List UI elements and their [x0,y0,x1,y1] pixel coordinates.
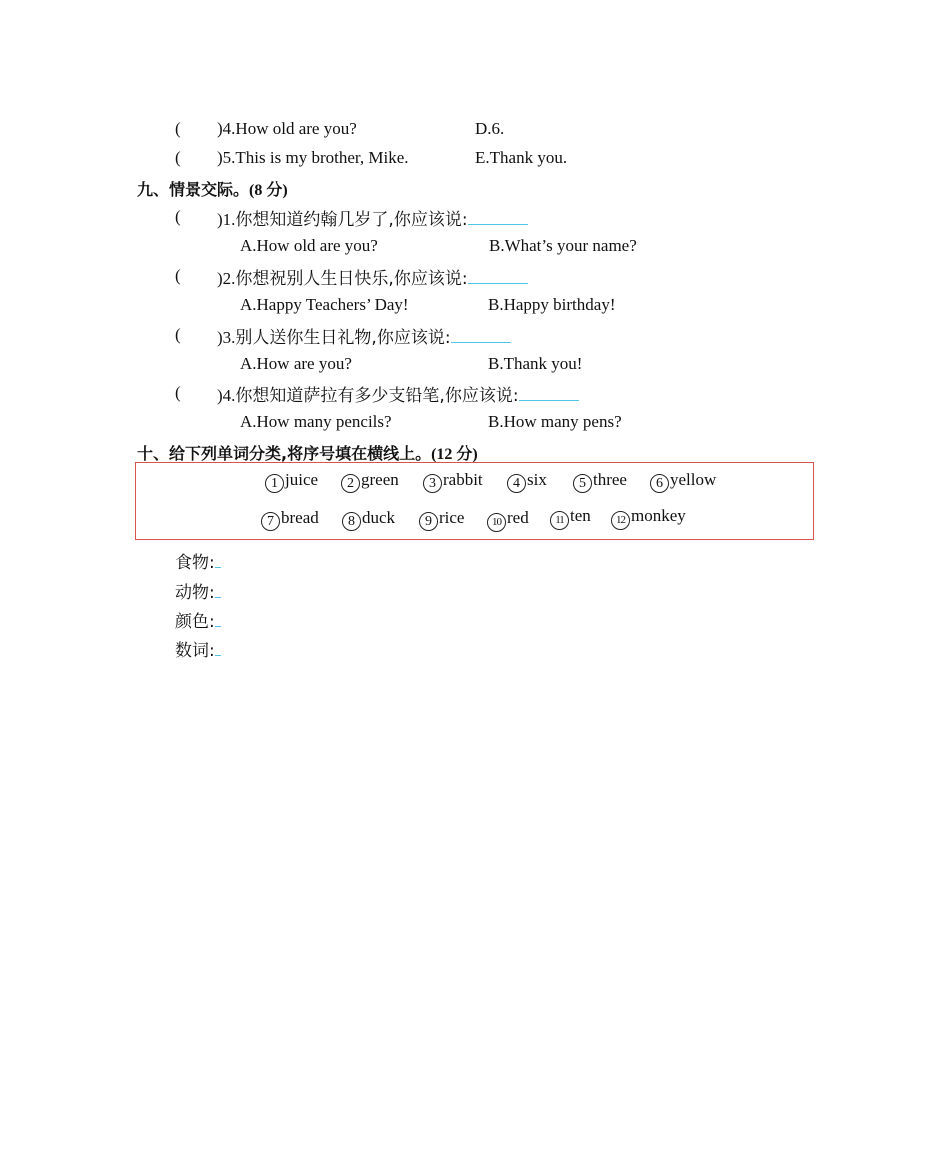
answer-blank[interactable] [215,639,221,656]
answer-paren-open: ( [175,266,181,285]
word-item: 9 rice [419,508,464,531]
question-item-3: )3.别人送你生日礼物,你应该说: [217,323,511,348]
answer-paren-open: ( [175,383,181,402]
matching-answer: D.6. [475,119,505,138]
answer-paren-open: ( [175,325,181,344]
option-b: B.Thank you! [488,354,583,373]
question-item-4: )4.你想知道萨拉有多少支铅笔,你应该说: [217,381,579,406]
category-food: 食物: [175,548,221,573]
answer-blank[interactable] [468,267,528,284]
matching-question: )4.How old are you? [217,119,357,138]
word-item: 8 duck [342,508,395,531]
option-a: A.How many pencils? [240,412,392,431]
answer-paren-open: ( [175,119,181,138]
option-b: B.What’s your name? [489,236,637,255]
word-item: 11 ten [550,506,591,530]
word-item: 1 juice [265,470,318,493]
section-10-heading: 十、给下列单词分类,将序号填在横线上。(12 分) [137,444,478,463]
word-item: 6 yellow [650,470,716,493]
matching-question: )5.This is my brother, Mike. [217,148,409,167]
answer-blank[interactable] [519,384,579,401]
word-item: 7 bread [261,508,319,531]
word-item: 10 red [487,508,529,532]
answer-blank[interactable] [468,208,528,225]
answer-blank[interactable] [215,610,221,627]
option-b: B.How many pens? [488,412,622,431]
answer-blank[interactable] [215,551,221,568]
answer-paren-open: ( [175,207,181,226]
option-a: A.How old are you? [240,236,378,255]
question-item-2: )2.你想祝别人生日快乐,你应该说: [217,264,528,289]
category-numbers: 数词: [175,636,221,661]
word-item: 5 three [573,470,627,493]
option-b: B.Happy birthday! [488,295,616,314]
question-item-1: )1.你想知道约翰几岁了,你应该说: [217,205,528,230]
answer-blank[interactable] [451,326,511,343]
matching-answer: E.Thank you. [475,148,568,167]
category-animals: 动物: [175,578,221,603]
option-a: A.How are you? [240,354,352,373]
answer-paren-open: ( [175,148,181,167]
word-item: 2 green [341,470,399,493]
answer-blank[interactable] [215,581,221,598]
section-9-heading: 九、情景交际。(8 分) [137,180,288,199]
category-colors: 颜色: [175,607,221,632]
option-a: A.Happy Teachers’ Day! [240,295,409,314]
word-item: 3 rabbit [423,470,483,493]
word-item: 12 monkey [611,506,686,530]
word-item: 4 six [507,470,547,493]
